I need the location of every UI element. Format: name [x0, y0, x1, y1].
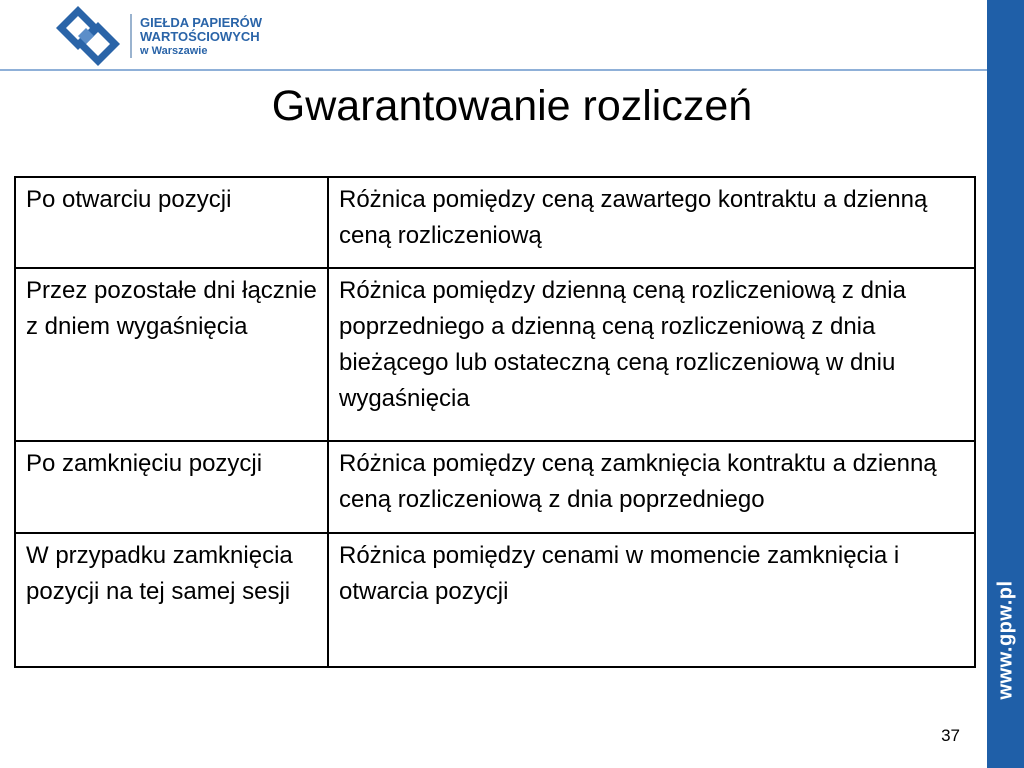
table-row: [15, 533, 975, 667]
row-label: Po otwarciu pozycji: [15, 177, 328, 268]
row-label: Przez pozostałe dni łącznie z dniem wygaśnięcia: [15, 268, 328, 441]
table-row: [15, 177, 975, 268]
website-link[interactable]: www.gpw.pl: [994, 580, 1016, 700]
row-label: W przypadku zamknięcia pozycji na tej samej sesji: [15, 533, 328, 667]
logo-line-2: WARTOŚCIOWYCH: [140, 29, 260, 44]
logo-line-3: w Warszawie: [140, 45, 208, 57]
table-row: [15, 268, 975, 441]
logo-divider: [130, 14, 132, 58]
settlement-table: [14, 176, 976, 668]
row-description: Różnica pomiędzy cenami w momencie zamknięcia i otwarcia pozycji: [328, 533, 975, 667]
row-label: Po zamknięciu pozycji: [15, 441, 328, 533]
table-row: [15, 441, 975, 533]
logo-wordmark: [140, 16, 262, 58]
slide-title: Gwarantowanie rozliczeń: [271, 82, 753, 130]
row-description: Różnica pomiędzy ceną zamknięcia kontraktu a dzienną ceną rozliczeniową z dnia poprzedniego: [328, 441, 975, 533]
gpw-logo-icon: [50, 4, 125, 68]
row-description: Różnica pomiędzy dzienną ceną rozliczeniową z dnia poprzedniego a dzienną ceną rozliczeniową z dnia bieżącego lub ostateczną ceną rozliczeniową w dniu wygaśnięcia: [328, 268, 975, 441]
row-description: Różnica pomiędzy ceną zawartego kontraktu a dzienną ceną rozliczeniową: [328, 177, 975, 268]
header-divider: [0, 69, 987, 71]
side-brand-band: [987, 0, 1024, 768]
logo-line-1: GIEŁDA PAPIERÓW: [140, 15, 263, 30]
page-number: 37: [941, 726, 960, 745]
